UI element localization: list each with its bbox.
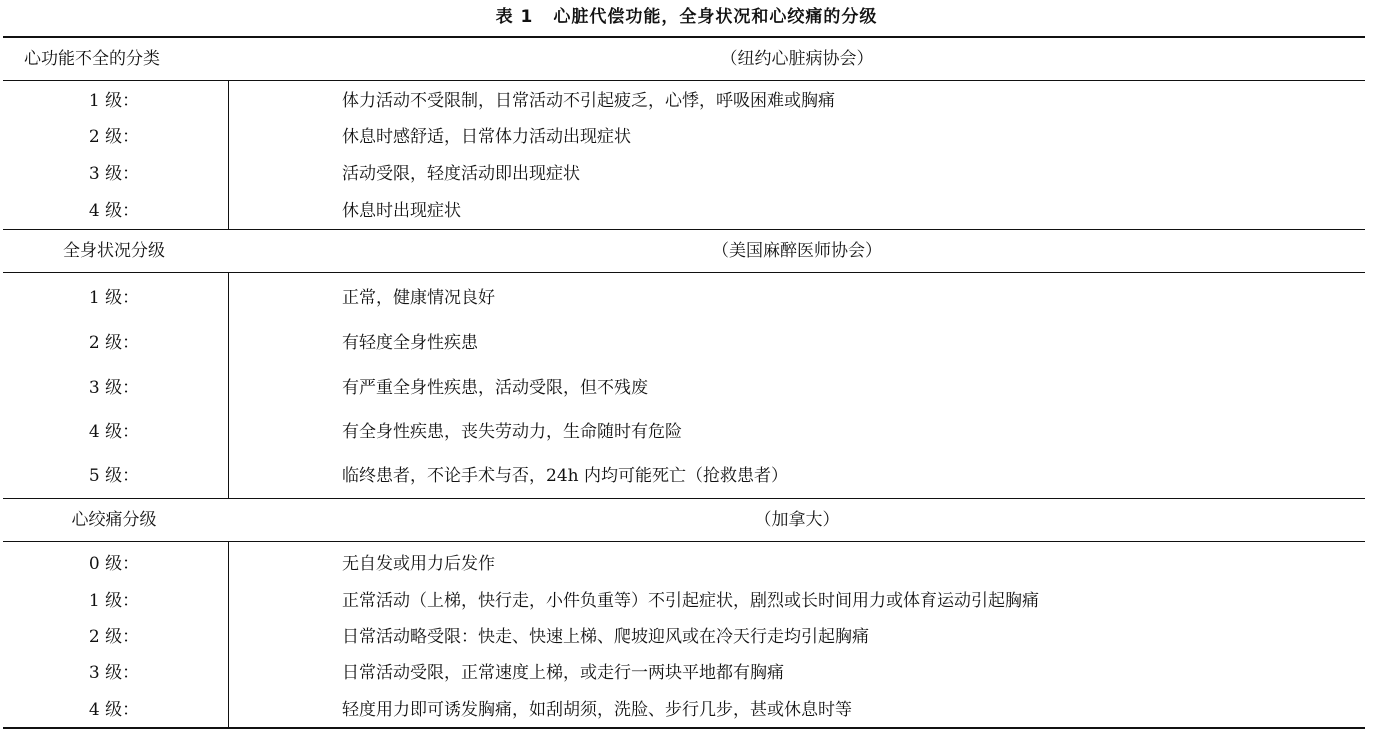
grade-description: 正常，健康情况良好	[342, 288, 495, 308]
section-source: （美国麻醉医师协会）	[712, 241, 882, 261]
grade-description: 无自发或用力后发作	[342, 554, 495, 574]
grade-label: 4 级：	[88, 700, 140, 720]
grade-description: 临终患者，不论手术与否，24h 内均可能死亡（抢救患者）	[342, 466, 788, 486]
grade-label: 4 级：	[88, 201, 140, 221]
section-3-header-rule	[3, 541, 1365, 542]
grade-label: 2 级：	[88, 333, 140, 353]
grade-label: 0 级：	[88, 554, 140, 574]
section-source: （加拿大）	[754, 510, 840, 530]
section-source: （纽约心脏病协会）	[720, 49, 874, 69]
grade-label: 2 级：	[88, 127, 140, 147]
table-number: 表 1	[495, 7, 534, 27]
section-2-divider	[228, 273, 229, 498]
section-title: 心绞痛分级	[71, 510, 157, 530]
grade-label: 1 级：	[88, 288, 140, 308]
section-2-header-rule	[3, 272, 1365, 273]
grade-description: 休息时感舒适，日常体力活动出现症状	[342, 127, 631, 147]
section-2-top-rule	[3, 229, 1365, 230]
grade-description: 有轻度全身性疾患	[342, 333, 478, 353]
grade-label: 3 级：	[88, 663, 140, 683]
grade-description: 日常活动略受限：快走、快速上梯、爬坡迎风或在冷天行走均引起胸痛	[342, 627, 869, 647]
grade-label: 1 级：	[88, 91, 140, 111]
section-title: 全身状况分级	[63, 241, 165, 261]
grade-description: 活动受限，轻度活动即出现症状	[342, 164, 580, 184]
grade-description: 体力活动不受限制，日常活动不引起疲乏，心悸，呼吸困难或胸痛	[342, 91, 835, 111]
grade-description: 正常活动（上梯，快行走，小件负重等）不引起症状，剧烈或长时间用力或体育运动引起胸痛	[342, 591, 1039, 611]
grade-label: 5 级：	[88, 466, 140, 486]
grade-description: 有全身性疾患，丧失劳动力，生命随时有危险	[342, 422, 682, 442]
grade-description: 有严重全身性疾患，活动受限，但不残废	[342, 378, 648, 398]
table-caption	[0, 4, 1373, 30]
grade-label: 4 级：	[88, 422, 140, 442]
section-3-top-rule	[3, 498, 1365, 499]
grade-description: 日常活动受限，正常速度上梯，或走行一两块平地都有胸痛	[342, 663, 784, 683]
grade-label: 3 级：	[88, 164, 140, 184]
top-rule	[3, 36, 1365, 38]
grade-label: 3 级：	[88, 378, 140, 398]
section-1-divider	[228, 81, 229, 229]
section-1-header-rule	[3, 80, 1365, 81]
section-title: 心功能不全的分类	[24, 49, 160, 69]
grade-description: 轻度用力即可诱发胸痛，如刮胡须，洗脸、步行几步，甚或休息时等	[342, 700, 852, 720]
table-title: 心脏代偿功能，全身状况和心绞痛的分级	[553, 7, 878, 27]
grade-label: 2 级：	[88, 627, 140, 647]
section-3-divider	[228, 542, 229, 727]
grade-label: 1 级：	[88, 591, 140, 611]
grade-description: 休息时出现症状	[342, 201, 461, 221]
